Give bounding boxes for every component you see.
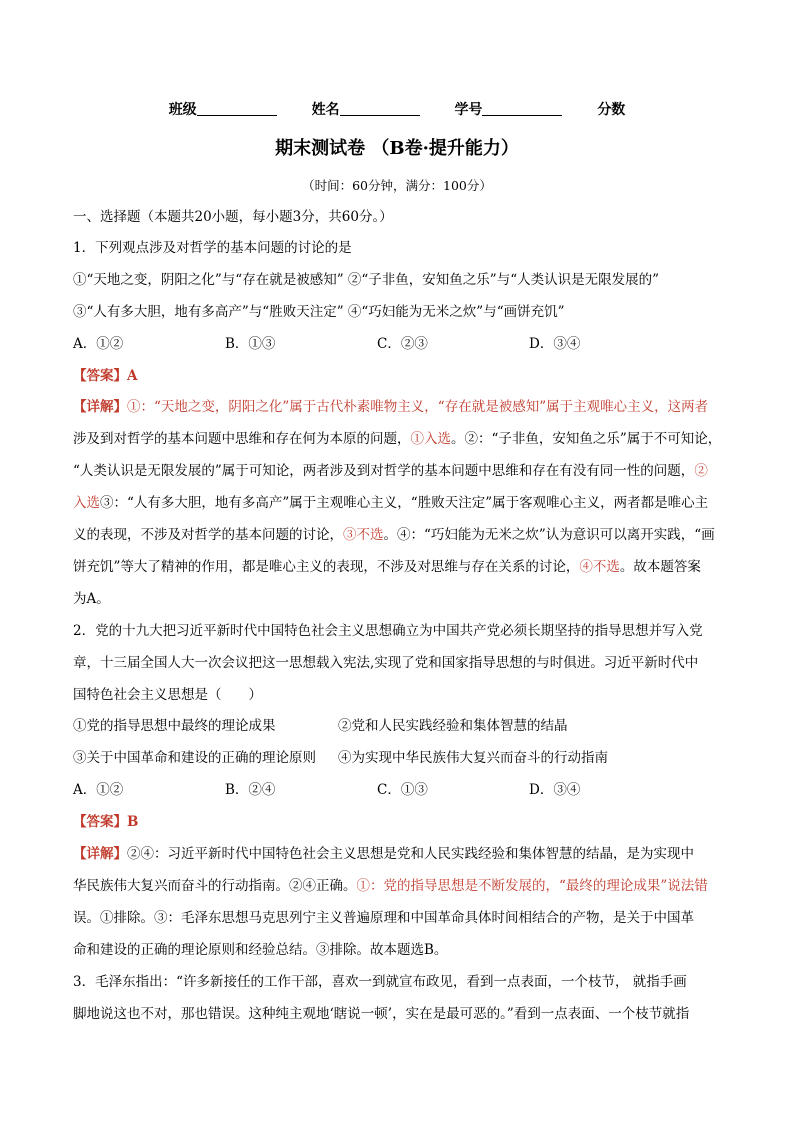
q2-detail-1: 【详解】②④：习近平新时代中国特色社会主义思想是党和人民实践经验和集体智慧的结晶，是为实现中 bbox=[73, 846, 694, 862]
q2-statements-1: ①党的指导思想中最终的理论成果 ②党和人民实践经验和集体智慧的结晶 bbox=[73, 718, 568, 734]
name-label: 姓名 bbox=[311, 102, 340, 118]
q2-option-c: C．①③ bbox=[377, 782, 428, 798]
q1-option-d: D．③④ bbox=[529, 336, 581, 352]
q2-stem-3: 国特色社会主义思想是（ ） bbox=[73, 687, 262, 703]
q2-options bbox=[73, 781, 733, 799]
q2-option-d: D．③④ bbox=[529, 782, 581, 798]
q1-answer: 【答案】A bbox=[73, 368, 138, 384]
q1-detail-1: 【详解】①：“天地之变，阴阳之化”属于古代朴素唯物主义，“存在就是被感知”属于主观唯心主义，这两者 bbox=[73, 399, 709, 415]
q2-stem-1: 2．党的十九大把习近平新时代中国特色社会主义思想确立为中国共产党必须长期坚持的指导思想并写入党 bbox=[73, 623, 703, 639]
q1-options bbox=[73, 335, 733, 353]
q2-detail-4: 命和建设的正确的理论原则和经验总结。③排除。故本题选B。 bbox=[73, 942, 448, 958]
q1-option-c: C．②③ bbox=[377, 336, 428, 352]
q3-stem-2: 脚地说这也不对，那也错误。这种纯主观地‘瞎说一顿’，实在是最可恶的。”看到一点表面、一个枝节就指 bbox=[73, 1006, 690, 1022]
q1-option-b: B．①③ bbox=[225, 336, 276, 352]
q1-detail-4: 入选③：“人有多大胆，地有多高产”属于主观唯心主义，“胜败天注定”属于客观唯心主义，两者都是唯心主 bbox=[73, 495, 709, 511]
class-label: 班级 bbox=[168, 102, 197, 118]
q1-detail-6: 饼充饥”等大了精神的作用，都是唯心主义的表现，不涉及对思维与存在关系的讨论，④不选。故本题答案 bbox=[73, 559, 701, 575]
q1-statements-2: ③“人有多大胆，地有多高产”与“胜败天注定” ④“巧妇能为无米之炊”与“画饼充饥” bbox=[73, 304, 565, 320]
q2-detail-3: 误。①排除。③：毛泽东思想马克思列宁主义普遍原理和中国革命具体时间相结合的产物，是关于中国革 bbox=[73, 910, 694, 926]
q1-stem: 1．下列观点涉及对哲学的基本问题的讨论的是 bbox=[73, 240, 352, 256]
q2-option-a: A．①② bbox=[73, 782, 124, 798]
student-info-row bbox=[0, 99, 794, 119]
q1-option-a: A．①② bbox=[73, 336, 124, 352]
exam-subtitle: （时间：60分钟，满分：100分） bbox=[302, 178, 492, 193]
q1-detail-5: 义的表现，不涉及对哲学的基本问题的讨论，③不选。④：“巧妇能为无米之炊”认为意识可以离开实践，“画 bbox=[73, 527, 715, 543]
section-heading: 一、选择题（本题共20小题，每小题3分，共60分。） bbox=[73, 209, 393, 225]
q1-detail-label: 【详解】 bbox=[73, 399, 127, 415]
q2-answer: 【答案】B bbox=[73, 814, 139, 830]
q1-detail-2: 涉及到对哲学的基本问题中思维和存在何为本原的问题，①入选。②：“子非鱼，安知鱼之乐”属于不可知论， bbox=[73, 431, 722, 447]
exam-title: 期末测试卷 （B卷·提升能力） bbox=[275, 138, 519, 159]
q2-stem-2: 章，十三届全国人大一次会议把这一思想载入宪法,实现了党和国家指导思想的与时俱进。习近平新时代中 bbox=[73, 655, 699, 671]
class-blank bbox=[197, 102, 277, 116]
q2-statements-2: ③关于中国革命和建设的正确的理论原则 ④为实现中华民族伟大复兴而奋斗的行动指南 bbox=[73, 750, 608, 766]
name-blank bbox=[340, 102, 420, 116]
q2-option-b: B．②④ bbox=[225, 782, 276, 798]
score-label: 分数 bbox=[597, 102, 626, 118]
q2-detail-2: 华民族伟大复兴而奋斗的行动指南。②④正确。①：党的指导思想是不断发展的，“最终的理论成果”说法错 bbox=[73, 878, 708, 894]
q2-detail-label: 【详解】 bbox=[73, 846, 127, 862]
id-blank bbox=[482, 102, 562, 116]
q1-statements-1: ①“天地之变，阴阳之化”与“存在就是被感知” ②“子非鱼，安知鱼之乐”与“人类认识是无限发展的” bbox=[73, 272, 660, 288]
id-label: 学号 bbox=[454, 102, 483, 118]
q3-stem-1: 3．毛泽东指出：“许多新接任的工作干部，喜欢一到就宣布政见，看到一点表面，一个枝节， 就指手画 bbox=[73, 974, 687, 990]
q1-detail-7: 为A。 bbox=[73, 591, 110, 607]
q1-detail-3: “人类认识是无限发展的”属于可知论，两者涉及到对哲学的基本问题中思维和存在有没有同一性的问题，② bbox=[73, 463, 708, 479]
